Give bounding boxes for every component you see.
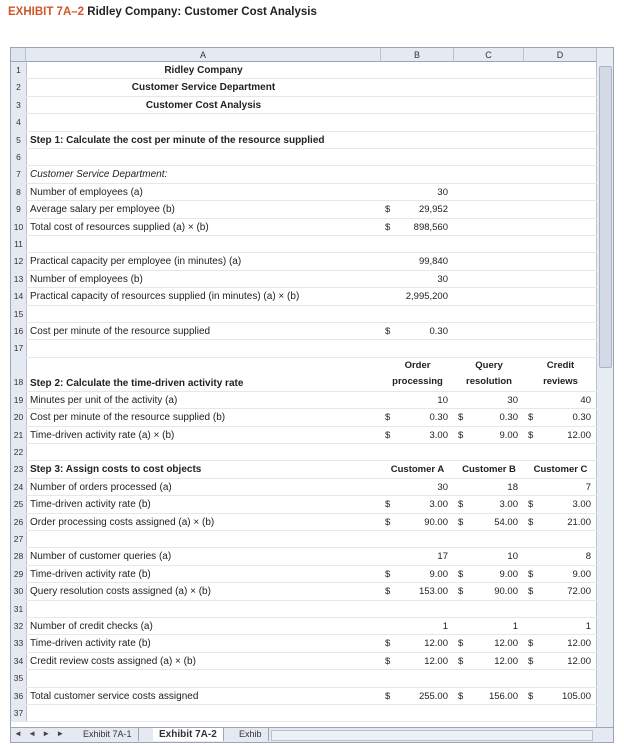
cell-value: 2,995,200: [405, 291, 448, 303]
currency-symbol: $: [458, 412, 464, 424]
cell-a3[interactable]: Customer Cost Analysis: [145, 99, 262, 111]
row-number[interactable]: 1: [11, 62, 27, 78]
cell-value: 30: [437, 186, 448, 198]
currency-symbol: $: [458, 568, 464, 580]
sheet-row-6[interactable]: [11, 149, 597, 166]
sheet-row-22[interactable]: [11, 444, 597, 461]
cell-value: 12.00: [424, 638, 448, 650]
column-header-c[interactable]: C: [454, 48, 524, 62]
row-number[interactable]: 34: [11, 653, 27, 669]
sheet-row-2[interactable]: [11, 79, 597, 96]
cell-value: 18: [507, 481, 518, 493]
row-number[interactable]: 33: [11, 635, 27, 651]
cell-value: 30: [437, 481, 448, 493]
select-all-corner[interactable]: [11, 48, 26, 62]
cell-a16[interactable]: Cost per minute of the resource supplied: [30, 326, 211, 337]
cell-b18-header[interactable]: [381, 358, 454, 390]
cell-a32[interactable]: Number of credit checks (a): [30, 621, 153, 632]
cell-a14[interactable]: Practical capacity of resources supplied (in minutes) (a) × (b): [30, 291, 300, 303]
header-line: Credit: [546, 359, 575, 371]
row-number[interactable]: 4: [11, 114, 27, 130]
cell-a23[interactable]: Step 3: Assign costs to cost objects: [30, 464, 202, 476]
header-line: resolution: [466, 375, 512, 387]
row-number[interactable]: 28: [11, 548, 27, 564]
currency-symbol: $: [385, 429, 391, 441]
sheet-row-35[interactable]: [11, 670, 597, 687]
cell-value: 7: [585, 481, 591, 493]
row-number[interactable]: 13: [11, 271, 27, 287]
column-header-d[interactable]: D: [524, 48, 597, 62]
sheet-row-15[interactable]: [11, 306, 597, 323]
currency-symbol: $: [458, 499, 464, 511]
currency-symbol: $: [458, 516, 464, 528]
currency-symbol: $: [385, 412, 391, 424]
row-number[interactable]: 2: [11, 79, 27, 95]
cell-value: 0.30: [499, 412, 518, 424]
currency-symbol: $: [385, 568, 391, 580]
row-number[interactable]: 8: [11, 184, 27, 200]
sheet-row-4[interactable]: [11, 114, 597, 131]
sheet-row-17[interactable]: [11, 340, 597, 357]
cell-value: 12.00: [567, 655, 591, 667]
cell-value: 12.00: [424, 655, 448, 667]
tab-exhibit-7a-1[interactable]: Exhibit 7A-1: [77, 728, 139, 741]
sheet-row-5[interactable]: [11, 132, 597, 149]
currency-symbol: $: [385, 326, 391, 337]
cell-value: 10: [507, 551, 518, 563]
currency-symbol: $: [385, 586, 391, 598]
cell-a12[interactable]: Practical capacity per employee (in minutes) (a): [30, 256, 242, 268]
cell-value: 54.00: [494, 516, 518, 528]
row-number[interactable]: 14: [11, 288, 27, 304]
sheet-row-33[interactable]: [11, 635, 597, 652]
cell-value: 3.00: [429, 429, 448, 441]
currency-symbol: $: [528, 655, 534, 667]
row-number[interactable]: 7: [11, 166, 27, 182]
cell-a2[interactable]: Customer Service Department: [131, 82, 276, 94]
row-number[interactable]: 24: [11, 479, 27, 495]
sheet-row-10[interactable]: [11, 219, 597, 236]
row-number[interactable]: 12: [11, 253, 27, 269]
row-number[interactable]: 23: [11, 461, 27, 477]
tab-exhibit-7a-2[interactable]: Exhibit 7A-2: [153, 728, 224, 741]
cell-value: 12.00: [494, 655, 518, 667]
cell-value: 12.00: [494, 638, 518, 650]
cell-value: 90.00: [424, 516, 448, 528]
cell-value: 90.00: [494, 586, 518, 598]
sheet-row-23[interactable]: [11, 461, 597, 478]
horizontal-scrollbar[interactable]: [271, 730, 593, 741]
sheet-row-32[interactable]: [11, 618, 597, 635]
currency-symbol: $: [385, 221, 391, 233]
cell-value: 105.00: [561, 690, 591, 702]
cell-a34[interactable]: Credit review costs assigned (a) × (b): [30, 655, 196, 667]
cell-a25[interactable]: Time-driven activity rate (b): [30, 499, 151, 511]
cell-value: 21.00: [567, 516, 591, 528]
header-line: Order: [404, 359, 431, 371]
currency-symbol: $: [385, 690, 391, 702]
cell-a36[interactable]: Total customer service costs assigned: [30, 690, 199, 702]
cell-value: 8: [585, 551, 591, 563]
sheet-row-19[interactable]: [11, 392, 597, 409]
cell-a10[interactable]: Total cost of resources supplied (a) × (b): [30, 221, 209, 233]
row-number[interactable]: 6: [11, 149, 27, 165]
sheet-row-34[interactable]: [11, 653, 597, 670]
cell-value: 3.00: [572, 499, 591, 511]
row-number[interactable]: 29: [11, 566, 27, 582]
row-number[interactable]: 31: [11, 601, 27, 617]
currency-symbol: $: [528, 586, 534, 598]
cell-a21[interactable]: Time-driven activity rate (a) × (b): [30, 429, 175, 441]
cell-value: 1: [512, 621, 518, 632]
cell-d23[interactable]: [524, 461, 597, 478]
currency-symbol: $: [528, 568, 534, 580]
cell-value: 898,560: [413, 221, 448, 233]
sheet-row-16[interactable]: [11, 323, 597, 340]
cell-value: 9.00: [499, 429, 518, 441]
row-number[interactable]: 16: [11, 323, 27, 339]
currency-symbol: $: [528, 516, 534, 528]
cell-value: 0.30: [429, 412, 448, 424]
sheet-row-25[interactable]: [11, 496, 597, 513]
sheet-row-21[interactable]: [11, 427, 597, 444]
currency-symbol: $: [458, 429, 464, 441]
exhibit-title: [8, 6, 317, 18]
cell-value: 17: [437, 551, 448, 563]
row-number[interactable]: 10: [11, 219, 27, 235]
cell-value: 12.00: [567, 429, 591, 441]
cell-a20[interactable]: Cost per minute of the resource supplied (b): [30, 412, 226, 424]
cell-value: 10: [437, 394, 448, 406]
sheet-row-28[interactable]: [11, 548, 597, 565]
row-number[interactable]: 5: [11, 132, 27, 148]
cell-value: 1: [442, 621, 448, 632]
cell-value: 255.00: [418, 690, 448, 702]
row-number[interactable]: 19: [11, 392, 27, 408]
sheet-row-11[interactable]: [11, 236, 597, 253]
cell-a30[interactable]: Query resolution costs assigned (a) × (b): [30, 586, 211, 598]
cell-value: 1: [585, 621, 591, 632]
currency-symbol: $: [385, 516, 391, 528]
sheet-row-24[interactable]: [11, 479, 597, 496]
currency-symbol: $: [458, 690, 464, 702]
cell-a18[interactable]: Step 2: Calculate the time-driven activity rate: [30, 377, 244, 389]
cell-a1[interactable]: Ridley Company: [164, 65, 243, 76]
header-line: processing: [392, 375, 443, 387]
currency-symbol: $: [385, 204, 391, 216]
row-number[interactable]: 37: [11, 705, 27, 721]
sheet-row-31[interactable]: [11, 601, 597, 618]
cell-a29[interactable]: Time-driven activity rate (b): [30, 568, 151, 580]
cell-value: Customer C: [533, 464, 588, 476]
cell-c18-header[interactable]: [454, 358, 524, 390]
cell-a9[interactable]: Average salary per employee (b): [30, 204, 175, 216]
currency-symbol: $: [528, 499, 534, 511]
sheet-row-1[interactable]: [11, 62, 597, 79]
row-number[interactable]: 15: [11, 306, 27, 322]
cell-a5[interactable]: Step 1: Calculate the cost per minute of the resource supplied: [30, 134, 325, 146]
cell-c23[interactable]: [454, 461, 524, 478]
currency-symbol: $: [528, 429, 534, 441]
cell-a7[interactable]: Customer Service Department:: [30, 169, 168, 181]
cell-value: 9.00: [499, 568, 518, 580]
header-line: Query: [475, 359, 503, 371]
sheet-row-30[interactable]: [11, 583, 597, 600]
currency-symbol: $: [458, 638, 464, 650]
sheet-row-27[interactable]: [11, 531, 597, 548]
row-number[interactable]: 20: [11, 409, 27, 425]
currency-symbol: $: [385, 638, 391, 650]
cell-value: 9.00: [429, 568, 448, 580]
cell-d18-header[interactable]: [524, 358, 597, 390]
cell-value: 12.00: [567, 638, 591, 650]
sheet-nav-arrows-icon[interactable]: ◄ ◄ ► ►: [14, 729, 67, 738]
cell-a8[interactable]: Number of employees (a): [30, 186, 143, 198]
row-number[interactable]: 36: [11, 688, 27, 704]
cell-value: 30: [507, 394, 518, 406]
spreadsheet: [10, 47, 614, 743]
sheet-row-3[interactable]: [11, 97, 597, 114]
sheet-tab-bar: [11, 727, 613, 742]
sheet-row-13[interactable]: [11, 271, 597, 288]
row-number[interactable]: 27: [11, 531, 27, 547]
cell-value: 0.30: [429, 326, 448, 337]
sheet-row-14[interactable]: [11, 288, 597, 305]
currency-symbol: $: [385, 499, 391, 511]
cell-value: 153.00: [418, 586, 448, 598]
sheet-row-36[interactable]: [11, 688, 597, 705]
cell-value: 30: [437, 273, 448, 285]
cell-value: 0.30: [572, 412, 591, 424]
sheet-row-7[interactable]: [11, 166, 597, 183]
sheet-row-8[interactable]: [11, 184, 597, 201]
currency-symbol: $: [385, 655, 391, 667]
sheet-row-20[interactable]: [11, 409, 597, 426]
sheet-row-26[interactable]: [11, 514, 597, 531]
sheet-row-9[interactable]: [11, 201, 597, 218]
cell-value: 99,840: [418, 256, 448, 268]
row-number[interactable]: 17: [11, 340, 27, 356]
row-number[interactable]: 32: [11, 618, 27, 634]
cell-value: 40: [580, 394, 591, 406]
currency-symbol: $: [528, 638, 534, 650]
cell-value: Customer B: [462, 464, 516, 476]
sheet-row-18[interactable]: [11, 358, 597, 392]
tab-exhibit-more[interactable]: Exhib: [233, 728, 269, 741]
row-number[interactable]: 25: [11, 496, 27, 512]
sheet-row-29[interactable]: [11, 566, 597, 583]
header-line: reviews: [543, 375, 578, 387]
row-number[interactable]: 35: [11, 670, 27, 686]
row-number[interactable]: 11: [11, 236, 27, 252]
cell-value: 156.00: [488, 690, 518, 702]
currency-symbol: $: [458, 586, 464, 598]
row-number[interactable]: 21: [11, 427, 27, 443]
cell-value: 9.00: [572, 568, 591, 580]
currency-symbol: $: [458, 655, 464, 667]
row-number[interactable]: 3: [11, 97, 27, 113]
exhibit-caption: Ridley Company: Customer Cost Analysis: [87, 6, 317, 18]
cell-value: 29,952: [418, 204, 448, 216]
cell-value: 3.00: [499, 499, 518, 511]
row-number[interactable]: 22: [11, 444, 27, 460]
cell-a26[interactable]: Order processing costs assigned (a) × (b): [30, 516, 215, 528]
cell-a28[interactable]: Number of customer queries (a): [30, 551, 172, 563]
currency-symbol: $: [528, 690, 534, 702]
cell-a19[interactable]: Minutes per unit of the activity (a): [30, 394, 178, 406]
column-header-a[interactable]: A: [26, 48, 381, 62]
cell-a33[interactable]: Time-driven activity rate (b): [30, 638, 151, 650]
cell-value: 72.00: [567, 586, 591, 598]
cell-value: Customer A: [390, 464, 445, 476]
cell-a24[interactable]: Number of orders processed (a): [30, 481, 172, 493]
row-number[interactable]: 26: [11, 514, 27, 530]
exhibit-number: EXHIBIT 7A–2: [8, 6, 85, 18]
scrollbar-thumb[interactable]: [599, 66, 612, 368]
row-number[interactable]: 30: [11, 583, 27, 599]
column-header-b[interactable]: B: [381, 48, 454, 62]
vertical-scrollbar[interactable]: [596, 48, 613, 728]
sheet-row-12[interactable]: [11, 253, 597, 270]
row-number[interactable]: 18: [11, 358, 27, 391]
cell-b23[interactable]: [381, 461, 454, 478]
currency-symbol: $: [528, 412, 534, 424]
row-number[interactable]: 9: [11, 201, 27, 217]
cell-a13[interactable]: Number of employees (b): [30, 273, 143, 285]
cell-value: 3.00: [429, 499, 448, 511]
sheet-row-37[interactable]: [11, 705, 597, 722]
